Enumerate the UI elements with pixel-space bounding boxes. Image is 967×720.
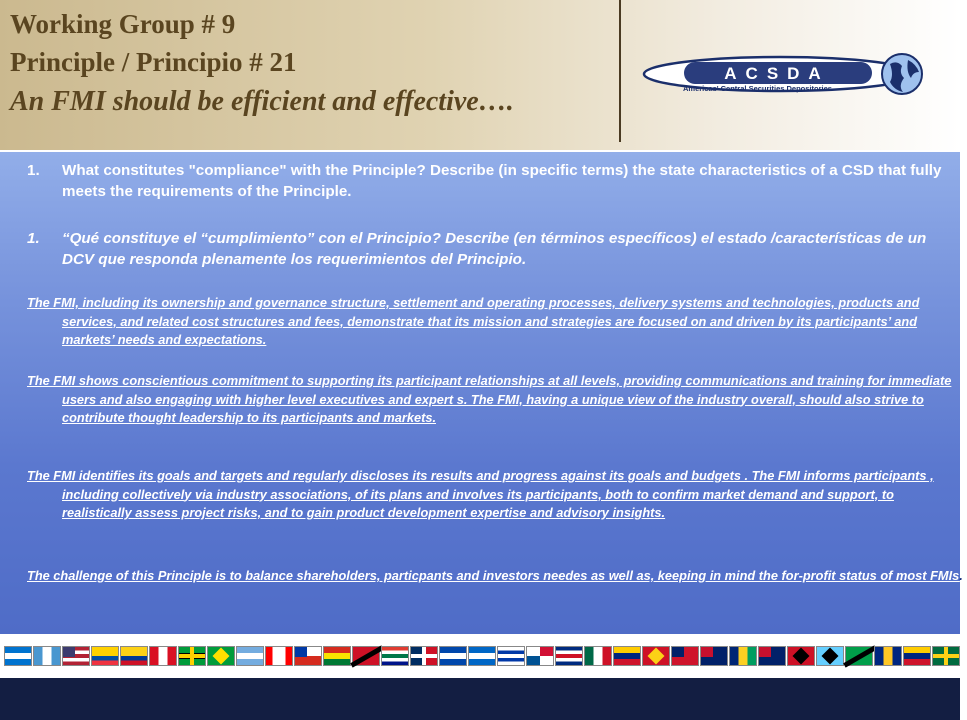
paragraph-text[interactable]: The FMI shows conscientious commitment to supporting its participant relationships at all levels, providing communications and training for immediate users and also engaging with higher level executives and expert s. The FMI, having a unique view of the industry overall, should also strive to contribute thought leadership to its participants and markets. — [27, 373, 952, 425]
question-text: “Qué constituye el “cumplimiento” con el Principio? Describe (en términos específicos) el estado /características de un DCV que responda plenamente los requerimientos del Principio. — [62, 230, 927, 268]
flag-jamaica-icon — [178, 646, 206, 666]
flag-ecuador-icon — [91, 646, 119, 666]
flag-honduras-icon — [4, 646, 32, 666]
flag-st-vincent-icon — [729, 646, 757, 666]
paragraph-trailing-period: . — [959, 568, 963, 583]
flag-south-africa-icon — [381, 646, 409, 666]
flag-nicaragua-icon — [468, 646, 496, 666]
flag-peru-icon — [149, 646, 177, 666]
logo-wordmark: ACSDA — [724, 64, 830, 83]
content-panel — [0, 152, 963, 634]
question-number: 1. — [27, 162, 40, 179]
flag-usa-icon — [62, 646, 90, 666]
question-text: What constitutes "compliance" with the Principle? Describe (in specific terms) the state characteristics of a CSD that fully meets the requirements of the Principle. — [62, 162, 942, 200]
flag-barbados-icon — [874, 646, 902, 666]
slide-title-line-2: Principle / Principio # 21 — [10, 47, 297, 77]
globe-icon — [882, 54, 922, 94]
flag-costa-rica-icon — [555, 646, 583, 666]
flag-dominica-icon — [932, 646, 960, 666]
header-divider — [619, 0, 621, 142]
paragraph-text[interactable]: The FMI identifies its goals and targets and regularly discloses its results and progress against its goals and budgets . The FMI informs participants , including collectively via industry associations, of its plans and involves its participants, both to confirm market demand and support, to realistically assess project risks, and to gain product development expertise and advisory insights. — [27, 468, 934, 520]
flag-venezuela-icon — [903, 646, 931, 666]
acsda-logo — [640, 50, 940, 106]
question-spanish — [27, 228, 947, 270]
flag-panama-icon — [526, 646, 554, 666]
flag-grenada-icon — [642, 646, 670, 666]
answer-paragraph-1[interactable] — [27, 294, 967, 350]
flag-st-lucia-icon — [816, 646, 844, 666]
slide-header — [0, 0, 960, 150]
flag-dominican-republic-icon — [410, 646, 438, 666]
flag-antigua-icon — [787, 646, 815, 666]
slide-footer — [0, 678, 960, 720]
flag-bermuda-icon — [671, 646, 699, 666]
member-flags-strip — [0, 634, 960, 678]
flag-bvi-icon — [758, 646, 786, 666]
question-number: 1. — [27, 230, 40, 247]
answer-paragraph-3[interactable] — [27, 467, 967, 523]
flag-cayman-islands-icon — [700, 646, 728, 666]
logo-caption: Americas' Central Securities Depositories — [683, 84, 832, 93]
answer-paragraph-4[interactable] — [27, 567, 967, 586]
paragraph-text[interactable]: The FMI, including its ownership and governance structure, settlement and operating processes, delivery systems and technologies, products and services, and related cost structures and fees, demonstrate that its mission and strategies are focused on and driven by its participants’ and markets’ needs and expectations. — [27, 295, 920, 347]
question-english — [27, 160, 947, 202]
flag-brazil-icon — [207, 646, 235, 666]
slide-subtitle: An FMI should be efficient and effective…. — [10, 86, 514, 117]
flag-st-kitts-icon — [845, 646, 873, 666]
flag-guatemala-icon — [33, 646, 61, 666]
flag-colombia-icon — [120, 646, 148, 666]
flag-chile-icon — [294, 646, 322, 666]
flag-trinidad-icon — [352, 646, 380, 666]
flag-argentina-icon — [236, 646, 264, 666]
flag-bolivia-icon — [323, 646, 351, 666]
flag-mexico-icon — [584, 646, 612, 666]
flag-uruguay-icon — [497, 646, 525, 666]
flag-venezuela-icon — [613, 646, 641, 666]
flag-el-salvador-icon — [439, 646, 467, 666]
flag-canada-icon — [265, 646, 293, 666]
slide-title-line-1: Working Group # 9 — [10, 9, 236, 39]
answer-paragraph-2[interactable] — [27, 372, 967, 428]
paragraph-text[interactable]: The challenge of this Principle is to balance shareholders, particpants and investors needes as well as, keeping in mind the for-profit status of most FMIs — [27, 568, 960, 583]
